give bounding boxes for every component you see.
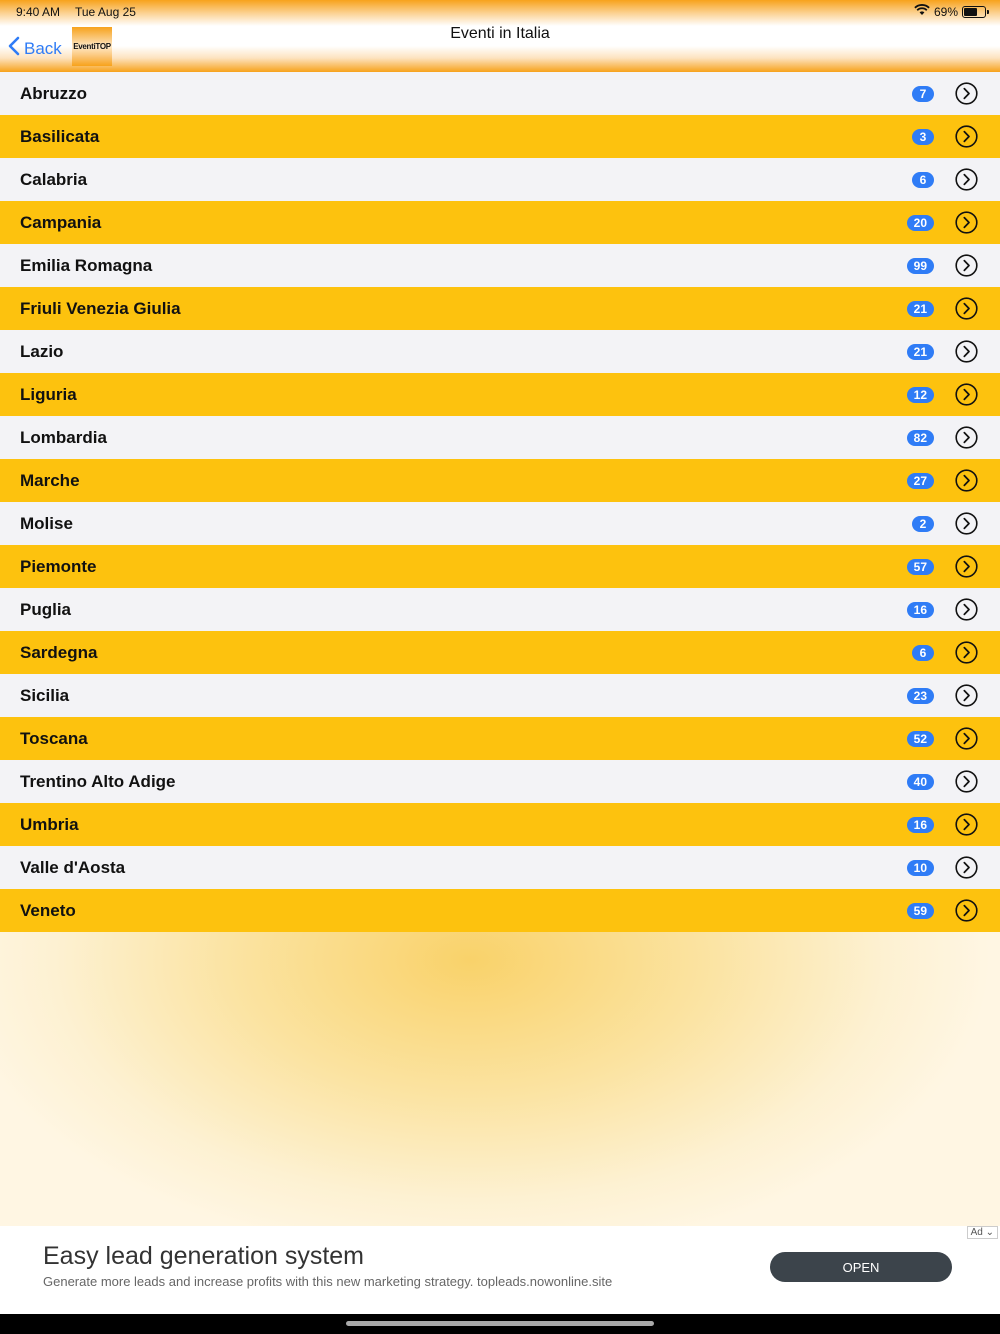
chevron-right-circle-icon[interactable] — [955, 82, 978, 105]
navigation-bar — [0, 0, 1000, 72]
list-item[interactable] — [0, 115, 1000, 158]
region-name: Calabria — [20, 169, 88, 189]
list-item[interactable] — [0, 330, 1000, 373]
list-item[interactable] — [0, 158, 1000, 201]
list-item[interactable] — [0, 459, 1000, 502]
list-item[interactable] — [0, 717, 1000, 760]
list-item[interactable] — [0, 846, 1000, 889]
chevron-right-circle-icon[interactable] — [955, 684, 978, 707]
chevron-right-circle-icon[interactable] — [955, 383, 978, 406]
list-item[interactable] — [0, 545, 1000, 588]
region-name: Lazio — [20, 341, 64, 361]
region-name: Lombardia — [20, 427, 107, 447]
list-item[interactable] — [0, 674, 1000, 717]
event-count-badge: 12 — [907, 387, 934, 403]
chevron-right-circle-icon[interactable] — [955, 340, 978, 363]
status-indicators — [914, 4, 986, 19]
region-list — [0, 72, 1000, 932]
chevron-down-icon: ⌄ — [985, 1227, 994, 1238]
chevron-right-circle-icon[interactable] — [955, 469, 978, 492]
event-count-badge: 82 — [907, 430, 934, 446]
ad-title[interactable]: Easy lead generation system — [43, 1242, 365, 1270]
battery-icon — [962, 6, 986, 18]
region-name: Campania — [20, 212, 102, 232]
chevron-right-circle-icon[interactable] — [955, 297, 978, 320]
event-count-badge: 6 — [912, 645, 934, 661]
event-count-badge: 57 — [907, 559, 934, 575]
event-count-badge: 20 — [907, 215, 934, 231]
list-item[interactable] — [0, 287, 1000, 330]
region-name: Friuli Venezia Giulia — [20, 298, 181, 318]
chevron-right-circle-icon[interactable] — [955, 770, 978, 793]
chevron-right-circle-icon[interactable] — [955, 168, 978, 191]
chevron-right-circle-icon[interactable] — [955, 125, 978, 148]
event-count-badge: 16 — [907, 602, 934, 618]
list-item[interactable] — [0, 889, 1000, 932]
event-count-badge: 7 — [912, 86, 934, 102]
region-name: Liguria — [20, 384, 77, 404]
region-name: Puglia — [20, 599, 72, 619]
list-item[interactable] — [0, 72, 1000, 115]
region-name: Molise — [20, 513, 73, 533]
chevron-right-circle-icon[interactable] — [955, 555, 978, 578]
ad-open-button[interactable]: OPEN — [770, 1252, 952, 1282]
chevron-right-circle-icon[interactable] — [955, 899, 978, 922]
wifi-icon — [914, 4, 930, 19]
chevron-right-circle-icon[interactable] — [955, 598, 978, 621]
chevron-right-circle-icon[interactable] — [955, 426, 978, 449]
chevron-right-circle-icon[interactable] — [955, 512, 978, 535]
region-name: Toscana — [20, 728, 88, 748]
event-count-badge: 23 — [907, 688, 934, 704]
list-item[interactable] — [0, 373, 1000, 416]
list-item[interactable] — [0, 760, 1000, 803]
event-count-badge: 21 — [907, 301, 934, 317]
region-name: Sardegna — [20, 642, 98, 662]
event-count-badge: 2 — [912, 516, 934, 532]
chevron-right-circle-icon[interactable] — [955, 813, 978, 836]
ad-description[interactable]: Generate more leads and increase profits with this new marketing strategy. topleads.nowonline.site — [43, 1274, 613, 1289]
region-name: Veneto — [20, 900, 76, 920]
region-name: Trentino Alto Adige — [20, 771, 176, 791]
region-name: Valle d'Aosta — [20, 857, 126, 877]
page-title: Eventi in Italia — [450, 25, 550, 42]
region-name: Piemonte — [20, 556, 97, 576]
home-bar — [0, 1314, 1000, 1334]
list-item[interactable] — [0, 244, 1000, 287]
event-count-badge: 40 — [907, 774, 934, 790]
chevron-right-circle-icon[interactable] — [955, 254, 978, 277]
chevron-right-circle-icon[interactable] — [955, 211, 978, 234]
event-count-badge: 99 — [907, 258, 934, 274]
event-count-badge: 6 — [912, 172, 934, 188]
region-name: Umbria — [20, 814, 79, 834]
event-count-badge: 16 — [907, 817, 934, 833]
chevron-right-circle-icon[interactable] — [955, 727, 978, 750]
status-date: Tue Aug 25 — [75, 5, 136, 19]
status-time: 9:40 AM — [16, 5, 61, 19]
list-item[interactable] — [0, 631, 1000, 674]
event-count-badge: 52 — [907, 731, 934, 747]
app-logo: EventiTOP — [72, 27, 112, 66]
list-item[interactable] — [0, 201, 1000, 244]
chevron-right-circle-icon[interactable] — [955, 641, 978, 664]
chevron-right-circle-icon[interactable] — [955, 856, 978, 879]
list-item[interactable] — [0, 803, 1000, 846]
list-item[interactable] — [0, 416, 1000, 459]
list-item[interactable] — [0, 502, 1000, 545]
region-name: Emilia Romagna — [20, 255, 153, 275]
event-count-badge: 21 — [907, 344, 934, 360]
back-label: Back — [24, 38, 62, 58]
region-name: Abruzzo — [20, 83, 88, 103]
event-count-badge: 59 — [907, 903, 934, 919]
home-indicator[interactable] — [346, 1321, 654, 1326]
region-name: Marche — [20, 470, 80, 490]
event-count-badge: 27 — [907, 473, 934, 489]
event-count-badge: 3 — [912, 129, 934, 145]
region-name: Sicilia — [20, 685, 70, 705]
region-name: Basilicata — [20, 126, 100, 146]
event-count-badge: 10 — [907, 860, 934, 876]
list-item[interactable] — [0, 588, 1000, 631]
ad-banner[interactable] — [0, 1226, 1000, 1314]
battery-percent: 69% — [933, 4, 958, 19]
ad-choices-tag[interactable]: Ad ⌄ — [967, 1226, 998, 1239]
